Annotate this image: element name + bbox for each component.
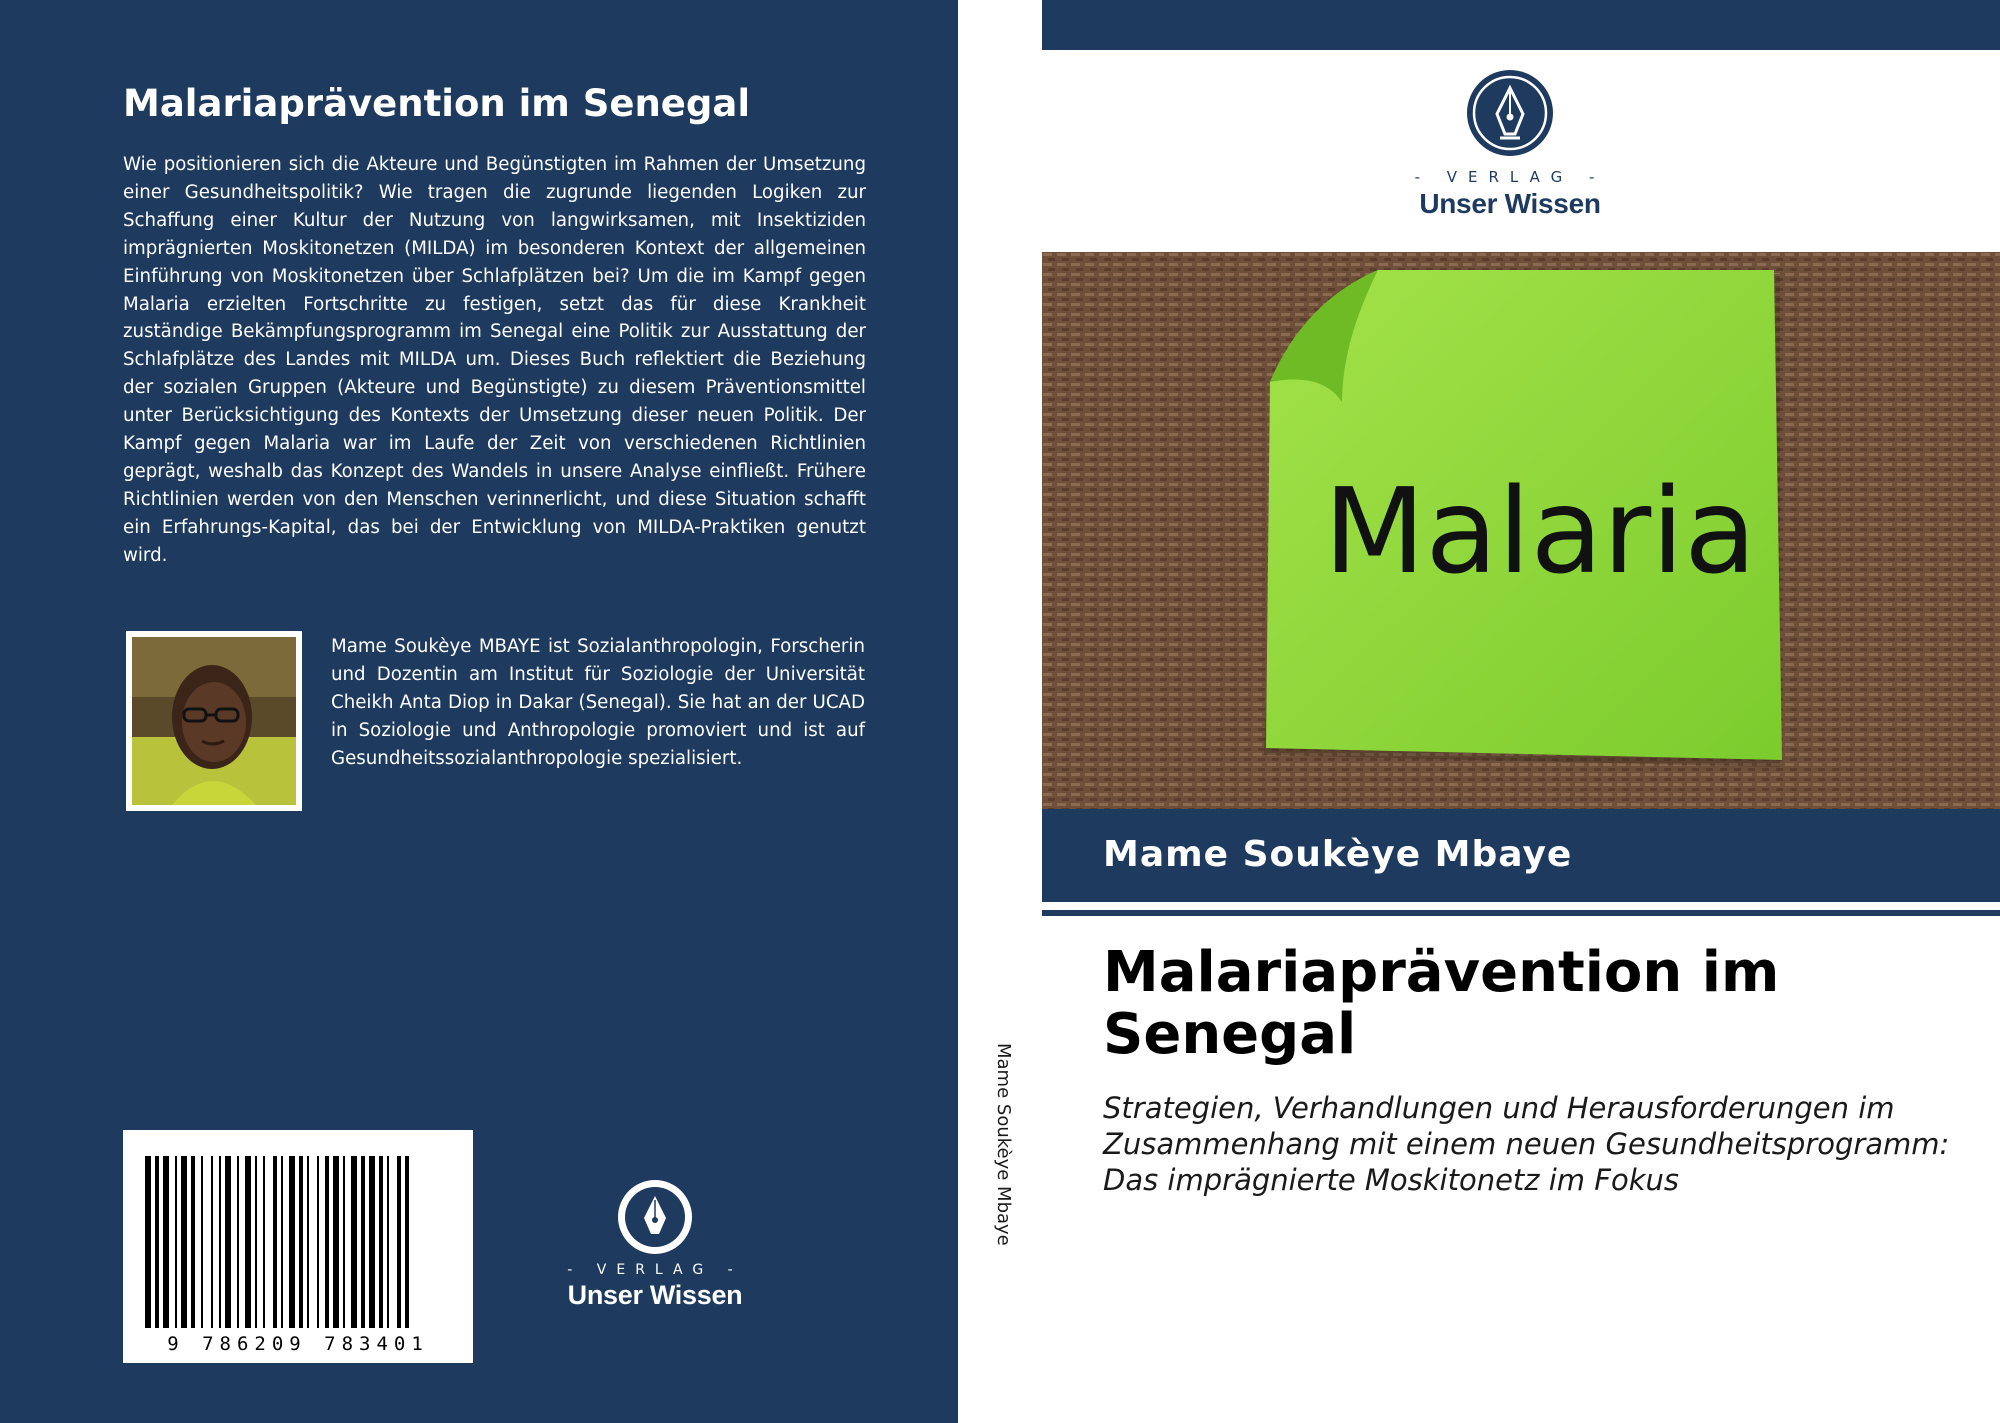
back-cover-title: Malariaprävention im Senegal [123, 82, 751, 125]
front-subtitle: Strategien, Verhandlungen und Herausforderungen im Zusammenhang mit einem neuen Gesundheitsprogramm: Das imprägnierte Moskitonetz im Fokus [1103, 1091, 1950, 1197]
barcode-bar [387, 1156, 389, 1328]
barcode-bar [317, 1156, 319, 1328]
publisher-name: Unser Wissen [567, 1280, 743, 1310]
back-publisher-logo [560, 1178, 750, 1308]
barcode-bar [289, 1156, 295, 1328]
barcode-bar [343, 1156, 345, 1328]
barcode-bar [405, 1156, 409, 1328]
barcode-bar [263, 1156, 265, 1328]
barcode-bar [255, 1156, 257, 1328]
spine-author: Mame Soukèye Mbaye [993, 1043, 1014, 1246]
barcode-bar [225, 1156, 231, 1328]
publisher-name: Unser Wissen [1419, 188, 1601, 219]
barcode-bar [307, 1156, 309, 1328]
barcode-bar [201, 1156, 203, 1328]
barcode-bar [361, 1156, 365, 1328]
verlag-label: - VERLAG - [1414, 168, 1606, 186]
barcode-bar [333, 1156, 339, 1328]
barcode-bar [175, 1156, 177, 1328]
barcode-bar [145, 1156, 151, 1328]
barcode-graphic [123, 1130, 473, 1363]
barcode-bar [369, 1156, 375, 1328]
isbn-number: 9 786209 783401 [167, 1333, 429, 1355]
barcode-bar [379, 1156, 383, 1328]
barcode-bar [237, 1156, 239, 1328]
isbn-barcode [123, 1130, 473, 1363]
barcode-bar [273, 1156, 277, 1328]
back-cover-blurb: Wie positionieren sich die Akteure und Begünstigten im Rahmen der Umsetzung einer Gesundheitspolitik? Wie tragen die zugrunde liegenden Logiken zur Schaffung einer Kultur der Nutzung von langwirksamen, mit Insektiziden imprägnierten Moskitonetzen (MILDA) im besonderen Kontext der allgemeinen Einführung von Moskitonetzen über Schlafplätzen bei? Um die im Kampf gegen Malaria erzielten Fortschritte zu festigen, setzt das für diese Krankheit zuständige Bekämpfungsprogramm im Senegal eine Politik zur Ausstattung der Schlafplätze des Landes mit MILDA um. Dieses Buch reflektiert die Beziehung der sozialen Gruppen (Akteure und Begünstigte) zu diesem Präventionsmittel unter Berücksichtigung des Kontexts der Umsetzung dieser neuen Politik. Der Kampf gegen Malaria war im Laufe der Zeit von verschiedenen Richtlinien geprägt, weshalb das Konzept des Wandels in unsere Analyse einfließt. Frühere Richtlinien werden von den Menschen verinnerlicht, und diese Situation schafft ein Erfahrungs-Kapital, das bei der Entwicklung von MILDA-Praktiken genutzt wird. [123, 154, 866, 566]
barcode-bar [325, 1156, 329, 1328]
sticky-note-text: Malaria [1323, 462, 1757, 600]
front-publisher-logo [1400, 68, 1620, 218]
author-bio: Mame Soukèye MBAYE ist Sozialanthropologin, Forscherin und Dozentin am Institut für Soziologie der Universität Cheikh Anta Diop in Dakar (Senegal). Sie hat an der UCAD in Soziologie und Anthropologie promoviert und ist auf Gesundheitssozialanthropologie spezialisiert. [331, 636, 865, 769]
barcode-bar [191, 1156, 195, 1328]
fountain-pen-nib-icon [616, 1178, 694, 1256]
barcode-bar [181, 1156, 187, 1328]
barcode-bar [219, 1156, 221, 1328]
verlag-label: - VERLAG - [567, 1262, 743, 1278]
barcode-bar [155, 1156, 159, 1328]
barcode-bar [245, 1156, 251, 1328]
divider-line [1042, 910, 2000, 916]
barcode-bar [211, 1156, 213, 1328]
author-photo [126, 631, 302, 811]
barcode-bar [351, 1156, 357, 1328]
barcode-bar [299, 1156, 303, 1328]
barcode-bar [397, 1156, 401, 1328]
front-top-bar [1042, 0, 2000, 50]
cover-photo [1042, 252, 2000, 809]
barcode-bar [281, 1156, 283, 1328]
front-title: Malariaprävention im Senegal [1103, 940, 1780, 1067]
front-author: Mame Soukèye Mbaye [1103, 834, 1573, 875]
barcode-bar [163, 1156, 169, 1328]
fountain-pen-nib-icon [1465, 68, 1555, 158]
